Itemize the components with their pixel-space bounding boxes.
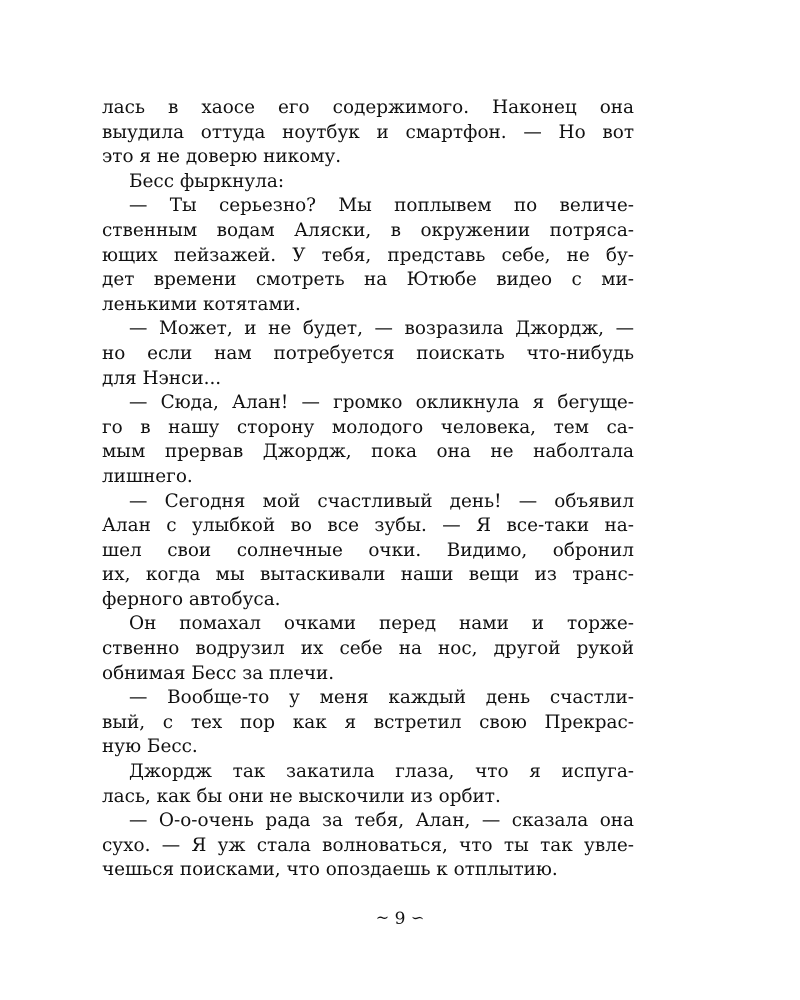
text-line: сухо. — Я уж стала волноваться, что ты так увле- (102, 834, 634, 856)
right-swash-ornament: ∽ (410, 908, 425, 927)
text-line: шел свои солнечные очки. Видимо, обронил (102, 539, 634, 561)
text-line: ющих пейзажей. У тебя, представь себе, не бу- (102, 244, 634, 266)
text-line: ферного автобуса. (102, 588, 281, 610)
text-line: ственным водам Аляски, в окружении потряса- (102, 219, 634, 241)
text-line: для Нэнси... (102, 367, 222, 389)
text-line: го в нашу сторону молодого человека, тем са- (102, 416, 634, 438)
text-line: их, когда мы вытаскивали наши вещи из транс- (102, 564, 634, 586)
text-line: выудила оттуда ноутбук и смартфон. — Но вот (102, 121, 634, 143)
text-line: — О-о-очень рада за тебя, Алан, — сказала она (129, 810, 634, 832)
text-line: Бесс фыркнула: (129, 170, 285, 192)
text-line: — Может, и не будет, — возразила Джордж, — (129, 318, 634, 340)
text-line: обнимая Бесс за плечи. (102, 662, 335, 684)
text-line: дет времени смотреть на Ютюбе видео с ми- (102, 269, 634, 291)
text-line: вый, с тех пор как я встретил свою Прекрас- (102, 711, 634, 733)
page-number: 9 (394, 909, 406, 929)
text-line: — Сегодня мой счастливый день! — объявил (129, 490, 634, 512)
left-swash-ornament: ~ (375, 908, 390, 927)
page-number-folio (0, 908, 800, 929)
text-line: ленькими котятами. (102, 293, 301, 315)
text-line: — Вообще-то у меня каждый день счастли- (129, 687, 634, 709)
text-line: лась, как бы они не выскочили из орбит. (102, 785, 501, 807)
text-line: ственно водрузил их себе на нос, другой рукой (102, 638, 634, 660)
text-line: Алан с улыбкой во все зубы. — Я все-таки на- (102, 515, 634, 537)
text-line: лась в хаосе его содержимого. Наконец она (102, 97, 634, 118)
text-line: Он помахал очками перед нами и торже- (129, 613, 634, 635)
text-line: но если нам потребуется поискать что-нибудь (102, 342, 634, 364)
text-line: мым прервав Джордж, пока она не наболтала (102, 441, 634, 463)
text-line: — Ты серьезно? Мы поплывем по величе- (129, 195, 634, 217)
text-line: ную Бесс. (102, 736, 198, 758)
text-line: чешься поисками, что опоздаешь к отплытию. (102, 859, 558, 881)
text-line: это я не доверю никому. (102, 146, 342, 168)
text-line: Джордж так закатила глаза, что я испуга- (129, 761, 634, 783)
text-line: лишнего. (102, 465, 193, 487)
text-line: — Сюда, Алан! — громко окликнула я бегуще- (129, 392, 634, 414)
body-text (102, 96, 634, 883)
